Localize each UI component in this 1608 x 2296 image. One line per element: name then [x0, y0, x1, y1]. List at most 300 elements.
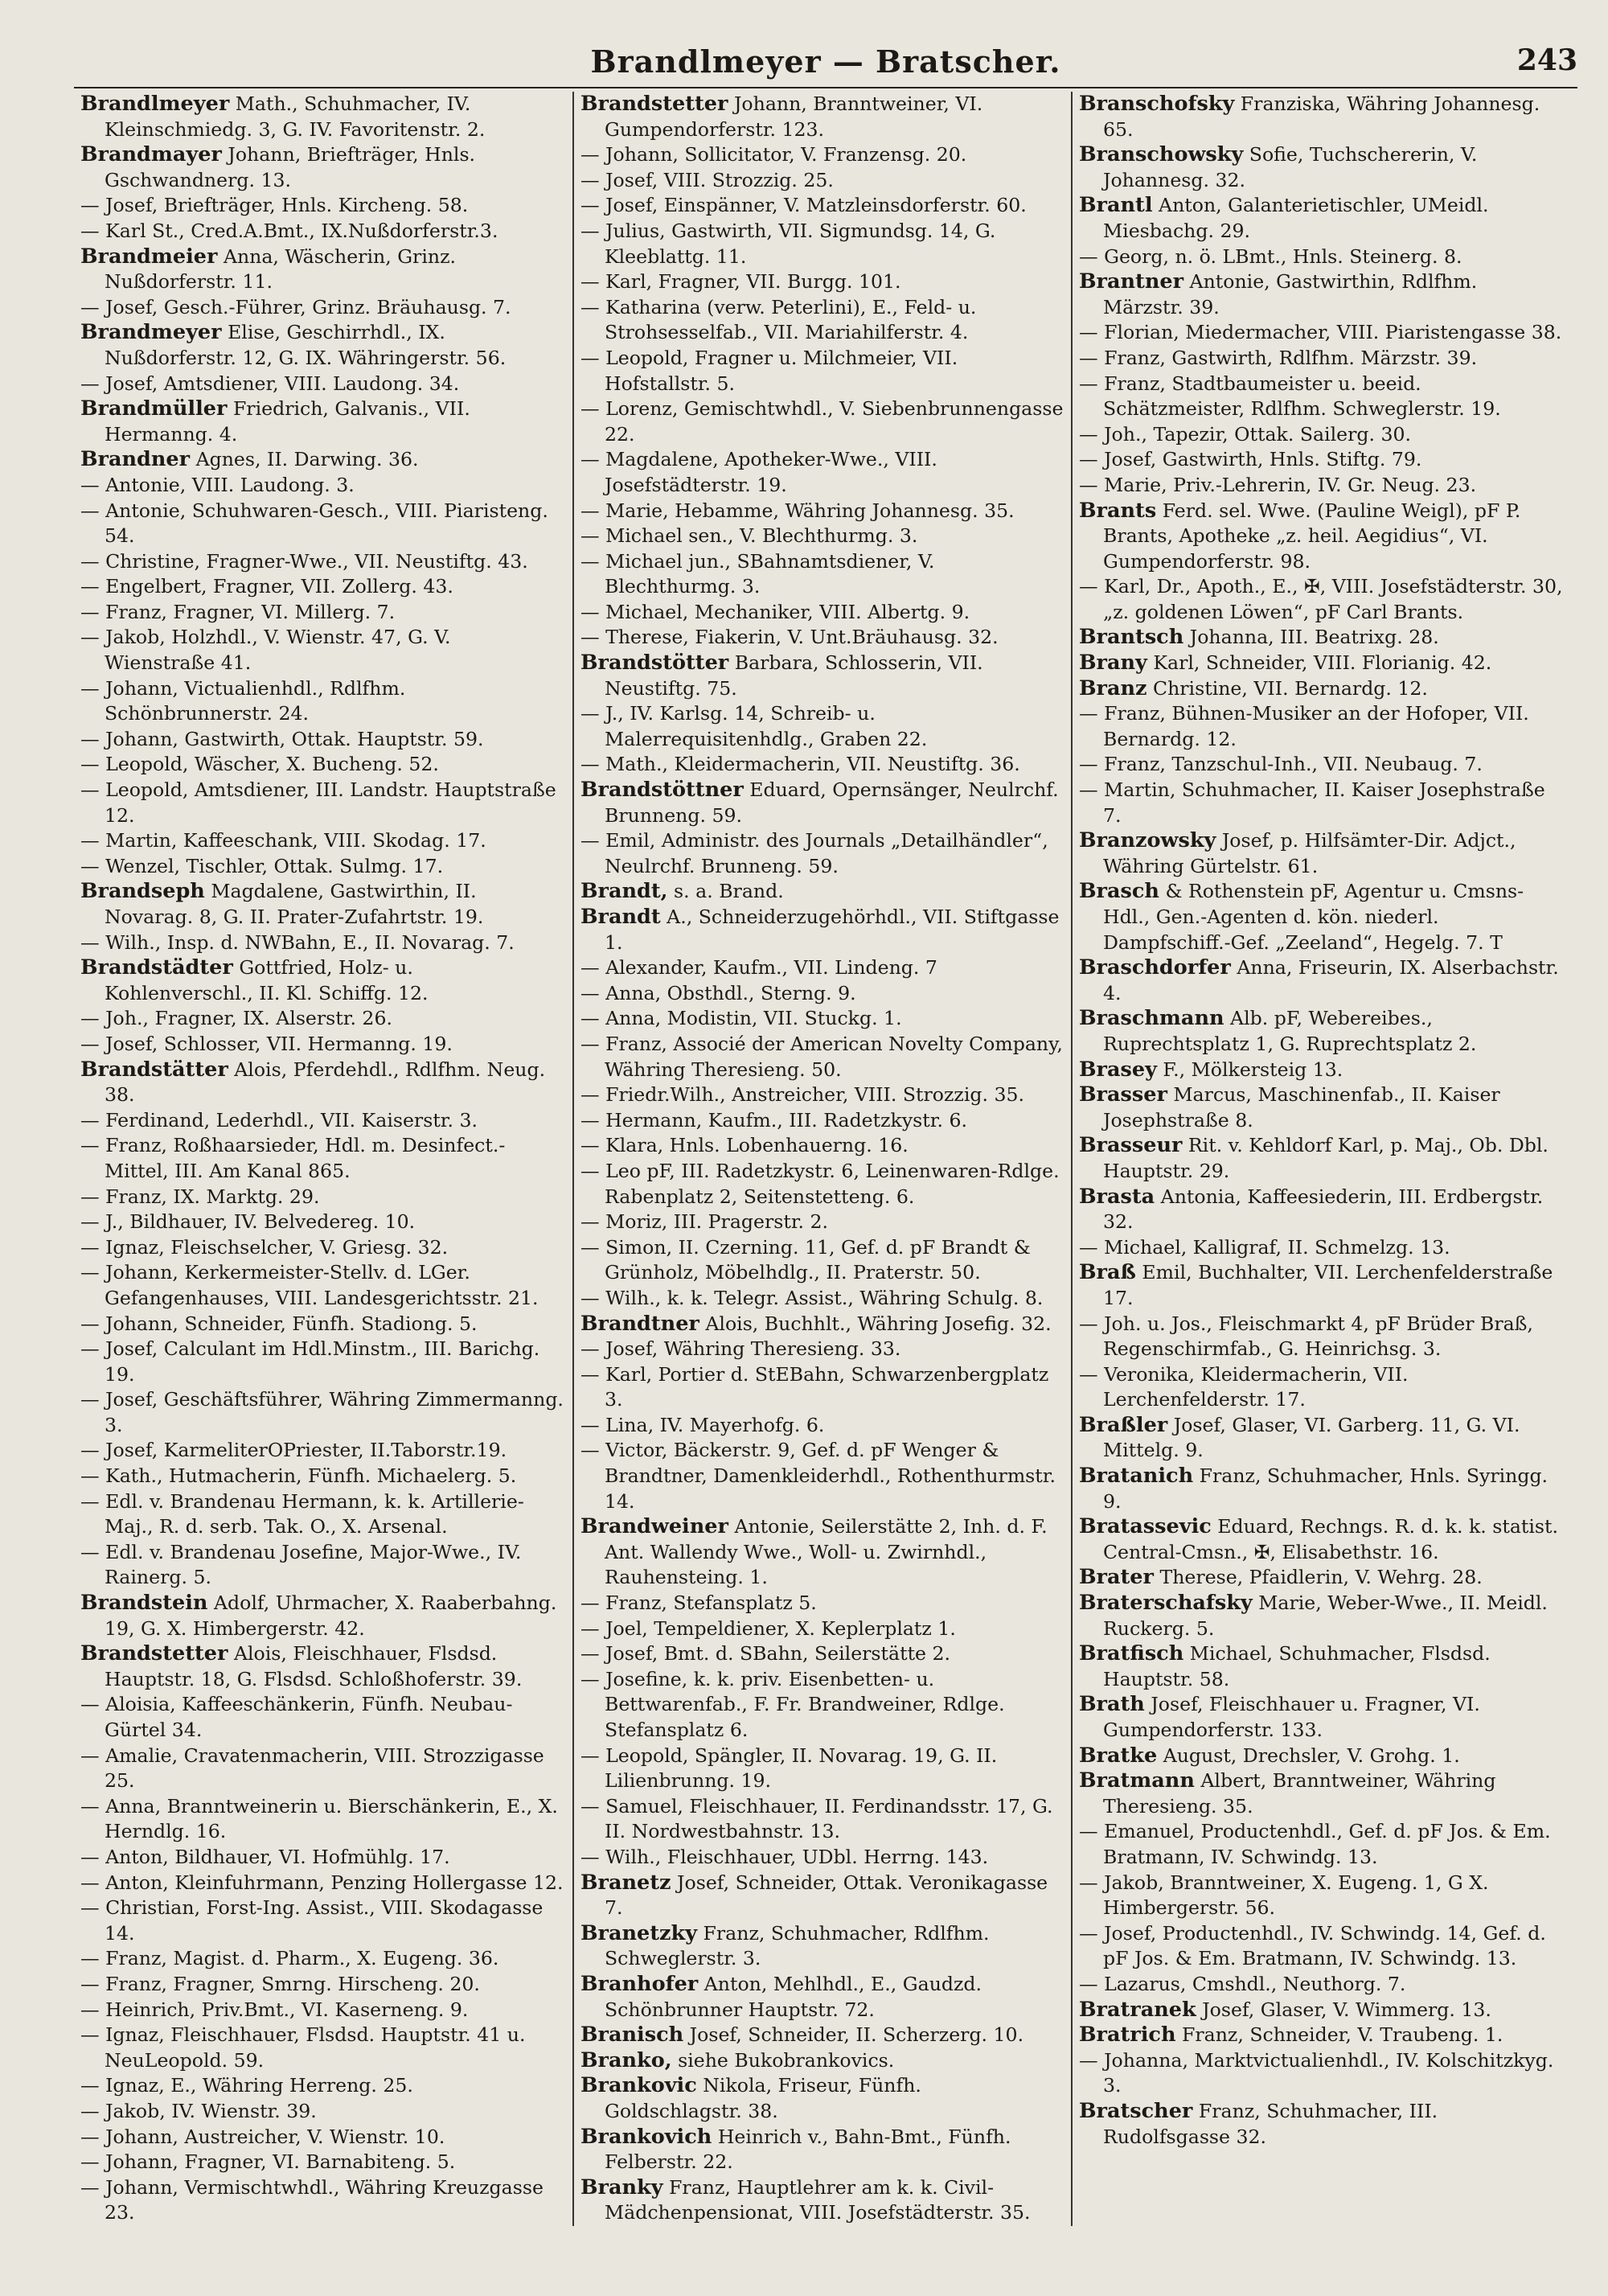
entry-details: Josef, Schneider, Ottak. Veronikagasse 7. [605, 1871, 1048, 1920]
directory-entry [80, 1896, 566, 1946]
directory-entry [80, 1260, 566, 1311]
entry-details: Michael, Schuhmacher, Flsdsd. Hauptstr. 58. [1103, 1642, 1491, 1690]
entry-details: — Josef, Währing Theresieng. 33. [580, 1337, 901, 1361]
entry-details: — Ignaz, Fleischselcher, V. Griesg. 32. [80, 1235, 449, 1259]
entry-surname: Branhofer [580, 1971, 699, 1996]
entry-details: — Georg, n. ö. LBmt., Hnls. Steinerg. 8. [1079, 244, 1462, 268]
entry-details: Marcus, Maschinenfab., II. Kaiser Josephstraße 8. [1103, 1083, 1500, 1132]
directory-entry [580, 2023, 1064, 2048]
directory-entry [1079, 1312, 1563, 1362]
directory-entry [1079, 828, 1563, 879]
directory-entry [1079, 1413, 1563, 1464]
directory-entry [580, 92, 1064, 142]
directory-entry [580, 1616, 1064, 1642]
entry-details: siehe Bukobrankovics. [678, 2048, 895, 2072]
entry-details: — Alexander, Kaufm., VII. Lindeng. 7 [580, 956, 937, 980]
entry-details: Gottfried, Holz- u. Kohlenverschl., II. Kl. Schiffg. 12. [105, 956, 429, 1004]
directory-entry [80, 1464, 566, 1489]
entry-details: — Leopold, Wäscher, X. Bucheng. 52. [80, 753, 439, 776]
directory-entry [80, 1972, 566, 1998]
directory-entry [580, 1744, 1064, 1794]
directory-entry [1079, 1362, 1563, 1413]
entry-details: — Ignaz, Fleischhauer, Flsdsd. Hauptstr. 41 u. NeuLeopold. 59. [80, 2023, 526, 2072]
directory-entry [80, 1692, 566, 1743]
entry-details: — Math., Kleidermacherin, VII. Neustiftg. 36. [580, 753, 1020, 776]
entry-details: Adolf, Uhrmacher, X. Raaberbahng. 19, G. X. Himbergerstr. 42. [105, 1592, 557, 1640]
entry-details: — Anna, Obsthdl., Sterng. 9. [580, 981, 856, 1004]
directory-entry [80, 2073, 566, 2099]
entry-details: — Engelbert, Fragner, VII. Zollerg. 43. [80, 575, 453, 598]
entry-details: Josef, Fleischhauer u. Fragner, VI. Gumpendorferstr. 133. [1103, 1693, 1480, 1741]
entry-details: — Florian, Miedermacher, VIII. Piaristengasse 38. [1079, 321, 1562, 344]
entry-surname: Branz [1079, 676, 1147, 700]
entry-details: Antonia, Kaffeesiederin, III. Erdbergstr. 32. [1103, 1185, 1544, 1234]
entry-details: — Emanuel, Productenhdl., Gef. d. pF Jos. & Em. Bratmann, IV. Schwindg. 13. [1079, 1820, 1551, 1868]
entry-surname: Brandstötter [580, 651, 729, 676]
entry-surname: Brandweiner [580, 1514, 728, 1539]
entry-details: — Marie, Hebamme, Währing Johannesg. 35. [580, 499, 1015, 522]
directory-entry [1079, 447, 1563, 473]
entry-surname: Brantsch [1079, 625, 1184, 650]
directory-entry [80, 1387, 566, 1438]
directory-entry [80, 1489, 566, 1540]
entry-details: Barbara, Schlosserin, VII. Neustiftg. 75. [605, 651, 983, 700]
entry-surname: Branisch [580, 2023, 684, 2048]
directory-entry [1079, 244, 1563, 270]
directory-entry [580, 752, 1064, 778]
entry-details: — Franz, Fragner, VI. Millerg. 7. [80, 600, 396, 623]
entry-details: — Samuel, Fleischhauer, II. Ferdinandsstr. 17, G. II. Nordwestbahnstr. 13. [580, 1794, 1053, 1843]
entry-details: — Karl, Fragner, VII. Burgg. 101. [580, 270, 901, 294]
entry-surname: Brankovic [580, 2073, 697, 2098]
directory-entry [580, 1082, 1064, 1108]
directory-entry [80, 1946, 566, 1972]
directory-column-3 [1071, 92, 1569, 2226]
entry-details: Marie, Weber-Wwe., II. Meidl. Ruckerg. 5. [1103, 1592, 1548, 1640]
entry-details: — Ignaz, E., Währing Herreng. 25. [80, 2074, 413, 2097]
directory-entry [1079, 346, 1563, 372]
entry-details: — Edl. v. Brandenau Hermann, k. k. Artillerie-Maj., R. d. serb. Tak. O., X. Arsenal. [80, 1489, 524, 1538]
directory-entry [1079, 625, 1563, 651]
entry-surname: Brantl [1079, 193, 1153, 218]
entry-details: — Simon, II. Czerning. 11, Gef. d. pF Brandt & Grünholz, Möbelhdlg., II. Praterstr. 50. [580, 1235, 1031, 1284]
directory-entry [80, 1871, 566, 1896]
directory-entry [80, 879, 566, 930]
directory-entry [580, 1514, 1064, 1591]
directory-entry [80, 1133, 566, 1184]
entry-surname: Bratanich [1079, 1464, 1194, 1489]
directory-entry [80, 1641, 566, 1692]
directory-entry [80, 752, 566, 778]
directory-entry [1079, 1565, 1563, 1591]
entry-details: — Michael, Mechaniker, VIII. Albertg. 9. [580, 600, 970, 623]
directory-entry [580, 2073, 1064, 2124]
directory-entry [1079, 1006, 1563, 1057]
directory-entry [80, 600, 566, 626]
directory-entry [80, 1337, 566, 1387]
directory-entry [580, 1312, 1064, 1337]
directory-entry [80, 955, 566, 1006]
entry-details: — Michael sen., V. Blechthurmg. 3. [580, 524, 918, 548]
directory-entry [80, 1210, 566, 1235]
entry-details: — Joh. u. Jos., Fleischmarkt 4, pF Brüder Braß, Regenschirmfab., G. Heinrichsg. 3. [1079, 1312, 1533, 1361]
directory-entry [80, 2150, 566, 2175]
entry-details: — Heinrich, Priv.Bmt., VI. Kaserneng. 9. [80, 1998, 469, 2021]
entry-details: — Josef, Schlosser, VII. Hermanng. 19. [80, 1032, 453, 1055]
directory-entry [580, 651, 1064, 701]
directory-entry [80, 1744, 566, 1794]
directory-entry [80, 1108, 566, 1134]
directory-entry [580, 499, 1064, 524]
entry-details: Franz, Schneider, V. Traubeng. 1. [1181, 2023, 1503, 2047]
entry-details: — Martin, Kaffeeschank, VIII. Skodag. 17. [80, 829, 486, 852]
directory-entry [1079, 1768, 1563, 1819]
directory-entry [1079, 651, 1563, 676]
directory-entry [80, 447, 566, 473]
entry-details: — Anna, Modistin, VII. Stuckg. 1. [580, 1007, 902, 1030]
entry-details: Alb. pF, Webereibes., Ruprechtsplatz 1, G. Ruprechtsplatz 2. [1103, 1007, 1477, 1055]
directory-entry [1079, 701, 1563, 752]
entry-surname: Bratassevic [1079, 1514, 1212, 1539]
directory-entry [580, 1032, 1064, 1082]
directory-entry [580, 1921, 1064, 1972]
entry-details: — Wilh., k. k. Telegr. Assist., Währing Schulg. 8. [580, 1286, 1044, 1309]
entry-details: — Joel, Tempeldiener, X. Keplerplatz 1. [580, 1616, 956, 1640]
directory-entry [80, 1591, 566, 1641]
directory-entry [1079, 499, 1563, 575]
directory-entry [1079, 1972, 1563, 1998]
entry-details: — Karl, Dr., Apoth., E., ✠, VIII. Josefstädterstr. 30, „z. goldenen Löwen“, pF Carl Brants. [1079, 575, 1563, 623]
directory-entry [1079, 92, 1563, 142]
entry-details: Josef, p. Hilfsämter-Dir. Adjct., Währing Gürtelstr. 61. [1103, 829, 1516, 877]
entry-details: Josef, Schneider, II. Scherzerg. 10. [689, 2023, 1024, 2047]
entry-details: — Antonie, Schuhwaren-Gesch., VIII. Piaristeng. 54. [80, 499, 548, 548]
entry-details: — Victor, Bäckerstr. 9, Gef. d. pF Wenger & Brandtner, Damenkleiderhdl., Rothenthurmstr. 14. [580, 1439, 1056, 1513]
entry-details: — Hermann, Kaufm., III. Radetzkystr. 6. [580, 1108, 967, 1132]
directory-entry [580, 1006, 1064, 1032]
directory-entry [1079, 320, 1563, 346]
entry-details: — Karl St., Cred.A.Bmt., IX.Nußdorferstr.3. [80, 219, 498, 242]
entry-details: — Josef, Geschäftsführer, Währing Zimmermanng. 3. [80, 1388, 564, 1436]
entry-details: — Franz, Associé der American Novelty Company, Währing Theresieng. 50. [580, 1032, 1063, 1081]
directory-entry [1079, 1260, 1563, 1311]
entry-details: Franz, Schuhmacher, Rdlfhm. Schweglerstr. 3. [605, 1921, 990, 1970]
entry-details: Anton, Mehlhdl., E., Gaudzd. Schönbrunner Hauptstr. 72. [605, 1972, 982, 2021]
entry-surname: Branschowsky [1079, 142, 1244, 167]
directory-entry [580, 193, 1064, 219]
entry-details: — Franz, Roßhaarsieder, Hdl. m. Desinfect.-Mittel, III. Am Kanal 865. [80, 1134, 506, 1182]
entry-surname: Brasta [1079, 1184, 1155, 1209]
entry-details: — Aloisia, Kaffeeschänkerin, Fünfh. Neubau-Gürtel 34. [80, 1693, 513, 1741]
directory-entry [580, 1871, 1064, 1921]
entry-details: Karl, Schneider, VIII. Florianig. 42. [1153, 651, 1492, 675]
directory-entry [1079, 1921, 1563, 1972]
directory-entry [580, 600, 1064, 626]
entry-details: Elise, Geschirrhdl., IX. Nußdorferstr. 12, G. IX. Währingerstr. 56. [105, 321, 507, 369]
entry-details: — Josef, Amtsdiener, VIII. Laudong. 34. [80, 372, 460, 395]
entry-details: — Wilh., Insp. d. NWBahn, E., II. Novarag. 7. [80, 930, 515, 954]
directory-entry [80, 320, 566, 371]
entry-surname: Branzowsky [1079, 828, 1216, 853]
entry-surname: Branetz [580, 1870, 671, 1895]
directory-entry [80, 244, 566, 295]
entry-details: — Anton, Kleinfuhrmann, Penzing Hollergasse 12. [80, 1871, 564, 1894]
entry-details: Alois, Pferdehdl., Rdlfhm. Neug. 38. [105, 1058, 546, 1107]
entry-surname: Brandmüller [80, 396, 228, 421]
entry-details: — Katharina (verw. Peterlini), E., Feld- u. Strohsesselfab., VII. Mariahilferstr. 4. [580, 295, 977, 344]
directory-entry [1079, 574, 1563, 625]
directory-entry [80, 2125, 566, 2150]
entry-details: — Klara, Hnls. Lobenhauerng. 16. [580, 1134, 909, 1157]
entry-surname: Braschdorfer [1079, 955, 1231, 980]
entry-details: — Franz, Tanzschul-Inh., VII. Neubaug. 7. [1079, 753, 1483, 776]
entry-details: — Therese, Fiakerin, V. Unt.Bräuhausg. 32. [580, 626, 999, 649]
entry-surname: Brandlmeyer [80, 92, 230, 116]
entry-details: — Johann, Vermischtwhdl., Währing Kreuzgasse 23. [80, 2175, 544, 2224]
directory-entry [1079, 1058, 1563, 1083]
entry-surname: Brandstädter [80, 955, 233, 980]
directory-entry [580, 1438, 1064, 1514]
entry-surname: Branky [580, 2175, 663, 2199]
entry-surname: Brandseph [80, 879, 205, 904]
entry-surname: Brandtner [580, 1311, 699, 1336]
entry-surname: Braschmann [1079, 1006, 1224, 1031]
entry-details: — Moriz, III. Pragerstr. 2. [580, 1210, 829, 1234]
entry-details: Antonie, Seilerstätte 2, Inh. d. F. Ant. Wallendy Wwe., Woll- u. Zwirnhdl., Rauhensteing. 1. [605, 1515, 1048, 1589]
entry-details: — Josef, Briefträger, Hnls. Kircheng. 58. [80, 194, 469, 217]
directory-entry [580, 1641, 1064, 1667]
directory-entry [80, 396, 566, 447]
entry-details: Alois, Fleischhauer, Flsdsd. Hauptstr. 18, G. Flsdsd. Schloßhoferstr. 39. [105, 1642, 523, 1690]
entry-surname: Branschofsky [1079, 92, 1235, 116]
entry-details: Josef, Glaser, VI. Garberg. 11, G. VI. Mittelg. 9. [1103, 1413, 1520, 1462]
directory-entry [580, 1362, 1064, 1413]
entry-details: — Josef, VIII. Strozzig. 25. [580, 168, 834, 191]
entry-surname: Bratfisch [1079, 1641, 1184, 1666]
entry-details: F., Mölkersteig 13. [1163, 1058, 1343, 1081]
directory-entry [1079, 2023, 1563, 2048]
directory-entry [1079, 752, 1563, 778]
entry-details: Albert, Branntweiner, Währing Theresieng. 35. [1103, 1769, 1496, 1817]
directory-entry [80, 1845, 566, 1871]
directory-entry [80, 676, 566, 727]
entry-details: — Wilh., Fleischhauer, UDbl. Herrng. 143. [580, 1845, 989, 1868]
directory-entry [80, 854, 566, 880]
directory-entry [580, 2125, 1064, 2175]
directory-entry [1079, 1692, 1563, 1743]
entry-details: — Josef, Gesch.-Führer, Grinz. Bräuhausg. 7. [80, 295, 511, 318]
entry-surname: Brandstein [80, 1591, 208, 1616]
entry-details: — Leopold, Fragner u. Milchmeier, VII. Hofstallstr. 5. [580, 346, 958, 395]
directory-entry [80, 1185, 566, 1210]
directory-entry [580, 346, 1064, 396]
directory-entry [1079, 1464, 1563, 1514]
directory-entry [80, 1438, 566, 1464]
entry-details: Eduard, Rechngs. R. d. k. k. statist. Central-Cmsn., ✠, Elisabethstr. 16. [1103, 1515, 1559, 1563]
directory-entry [80, 1006, 566, 1032]
directory-entry [1079, 1998, 1563, 2023]
entry-details: Johanna, III. Beatrixg. 28. [1189, 626, 1439, 649]
directory-entry [80, 142, 566, 193]
directory-entry [1079, 193, 1563, 244]
entry-details: Antonie, Gastwirthin, Rdlfhm. Märzstr. 39. [1103, 270, 1478, 318]
directory-entry [580, 905, 1064, 955]
entry-details: — Josef, Einspänner, V. Matzleinsdorferstr. 60. [580, 194, 1027, 217]
directory-entry [80, 1998, 566, 2023]
entry-details: Franz, Schuhmacher, Hnls. Syringg. 9. [1103, 1464, 1549, 1513]
entry-details: — Johann, Gastwirth, Ottak. Hauptstr. 59. [80, 727, 484, 750]
entry-surname: Brankovich [580, 2124, 712, 2149]
entry-surname: Bratrich [1079, 2023, 1176, 2048]
directory-entry [580, 295, 1064, 346]
directory-entry [580, 1972, 1064, 2023]
directory-entry [80, 219, 566, 244]
entry-details: — Josef, Calculant im Hdl.Minstm., III. Barichg. 19. [80, 1337, 540, 1386]
entry-details: — Josefine, k. k. priv. Eisenbetten- u. Bettwarenfab., F. Fr. Brandweiner, Rdlge. Stefansplatz 6. [580, 1667, 1005, 1741]
entry-surname: Brasser [1079, 1082, 1167, 1107]
entry-details: — Johann, Kerkermeister-Stellv. d. LGer. Gefangenhauses, VIII. Landesgerichtsstr. 21. [80, 1261, 539, 1309]
directory-entry [580, 168, 1064, 194]
entry-details: Nikola, Friseur, Fünfh. Goldschlagstr. 38. [605, 2074, 921, 2122]
entry-surname: Brandmeyer [80, 320, 222, 345]
directory-entry [80, 92, 566, 142]
entry-details: — Edl. v. Brandenau Josefine, Major-Wwe., IV. Rainerg. 5. [80, 1540, 522, 1589]
directory-entry [1079, 1744, 1563, 1769]
entry-details: — Anton, Bildhauer, VI. Hofmühlg. 17. [80, 1845, 450, 1868]
entry-details: — Lorenz, Gemischtwhdl., V. Siebenbrunnengasse 22. [580, 397, 1064, 446]
entry-details: Alois, Buchhlt., Währing Josefig. 32. [705, 1312, 1052, 1335]
entry-details: A., Schneiderzugehörhdl., VII. Stiftgasse 1. [605, 906, 1060, 954]
entry-surname: Braterschafsky [1079, 1591, 1253, 1616]
entry-surname: Brater [1079, 1565, 1154, 1590]
entry-details: Anton, Galanterietischler, UMeidl. Miesbachg. 29. [1103, 194, 1489, 242]
entry-surname: Branko, [580, 2048, 672, 2072]
entry-details: — Christian, Forst-Ing. Assist., VIII. Skodagasse 14. [80, 1896, 544, 1945]
directory-entry [1079, 676, 1563, 702]
entry-details: — Michael, Kalligraf, II. Schmelzg. 13. [1079, 1235, 1450, 1259]
entry-details: — Amalie, Cravatenmacherin, VIII. Strozzigasse 25. [80, 1744, 544, 1793]
entry-details: — Martin, Schuhmacher, II. Kaiser Josephstraße 7. [1079, 778, 1545, 827]
directory-entry [80, 295, 566, 321]
entry-details: — Leo pF, III. Radetzkystr. 6, Leinenwaren-Rdlge. Rabenplatz 2, Seitenstetteng. 6. [580, 1159, 1060, 1208]
entry-surname: Brantner [1079, 269, 1184, 294]
entry-details: — Michael jun., SBahnamtsdiener, V. Blechthurmg. 3. [580, 549, 935, 598]
directory-entry [580, 2175, 1064, 2226]
entry-details: — Joh., Fragner, IX. Alserstr. 26. [80, 1007, 392, 1030]
entry-details: — Antonie, VIII. Laudong. 3. [80, 473, 355, 496]
page-title: Brandlmeyer — Bratscher. [590, 43, 1061, 80]
entry-surname: Braßler [1079, 1412, 1168, 1437]
entry-details: Franz, Schuhmacher, III. Rudolfsgasse 32. [1103, 2099, 1438, 2148]
entry-details: Anna, Friseurin, IX. Alserbachstr. 4. [1103, 956, 1559, 1004]
directory-entry [580, 1845, 1064, 1871]
entry-details: — Ferdinand, Lederhdl., VII. Kaiserstr. 3. [80, 1108, 478, 1132]
directory-entry [1079, 1235, 1563, 1261]
entry-details: Emil, Buchhalter, VII. Lerchenfelderstraße 17. [1103, 1261, 1553, 1309]
entry-details: — Leopold, Spängler, II. Novarag. 19, G. II. Lilienbrunng. 19. [580, 1744, 998, 1793]
directory-entry [80, 1235, 566, 1261]
entry-details: — Karl, Portier d. StEBahn, Schwarzenbergplatz 3. [580, 1362, 1049, 1411]
directory-entry [580, 981, 1064, 1007]
directory-entry [580, 1210, 1064, 1235]
directory-entry [1079, 1514, 1563, 1565]
entry-details: — Anna, Branntweinerin u. Bierschänkerin, E., X. Herndlg. 16. [80, 1794, 558, 1843]
entry-details: — Franz, Gastwirth, Rdlfhm. Märzstr. 39. [1079, 346, 1478, 369]
entry-details: — Veronika, Kleidermacherin, VII. Lerchenfelderstr. 17. [1079, 1362, 1409, 1411]
directory-entry [580, 1235, 1064, 1286]
directory-entry [80, 1794, 566, 1845]
directory-entry [580, 778, 1064, 828]
directory-entry [580, 142, 1064, 168]
entry-surname: Brasch [1079, 879, 1159, 904]
directory-entry [1079, 2048, 1563, 2099]
entry-details: — Lina, IV. Mayerhofg. 6. [580, 1413, 825, 1436]
directory-column-2 [572, 92, 1071, 2226]
directory-entry [1079, 1591, 1563, 1641]
entry-details: — Lazarus, Cmshdl., Neuthorg. 7. [1079, 1972, 1406, 1995]
entry-surname: Bratmann [1079, 1768, 1195, 1793]
directory-entry [580, 828, 1064, 879]
entry-surname: Brants [1079, 498, 1157, 523]
directory-entry [80, 473, 566, 499]
entry-details: Sofie, Tuchschererin, V. Johannesg. 32. [1103, 143, 1478, 191]
directory-entry [580, 1413, 1064, 1439]
directory-entry [1079, 955, 1563, 1006]
entry-details: — Jakob, IV. Wienstr. 39. [80, 2099, 317, 2122]
entry-surname: Brandmeier [80, 244, 218, 269]
directory-entry [1079, 1185, 1563, 1235]
directory-entry [580, 1794, 1064, 1845]
entry-surname: Brandstätter [80, 1057, 228, 1082]
directory-entry [1079, 473, 1563, 499]
directory-entry [80, 727, 566, 753]
entry-surname: Bratscher [1079, 2098, 1193, 2123]
entry-details: — Jakob, Branntweiner, X. Eugeng. 1, G X. Himbergerstr. 56. [1079, 1871, 1489, 1920]
directory-entry [580, 1108, 1064, 1134]
directory-entry [1079, 879, 1563, 955]
entry-details: — Johann, Victualienhdl., Rdlfhm. Schönbrunnerstr. 24. [80, 676, 406, 725]
entry-surname: Brasseur [1079, 1133, 1183, 1158]
entry-details: — J., Bildhauer, IV. Belvedereg. 10. [80, 1210, 416, 1234]
entry-details: — Franz, Stadtbaumeister u. beeid. Schätzmeister, Rdlfhm. Schweglerstr. 19. [1079, 372, 1501, 421]
directory-entry [1079, 142, 1563, 193]
directory-entry [80, 1312, 566, 1337]
directory-entry [580, 219, 1064, 269]
entry-details: — Joh., Tapezir, Ottak. Sailerg. 30. [1079, 422, 1412, 446]
entry-details: Anna, Wäscherin, Grinz. Nußdorferstr. 11. [105, 244, 456, 294]
entry-details: — Julius, Gastwirth, VII. Sigmundsg. 14, G. Kleeblattg. 11. [580, 219, 996, 268]
directory-entry [580, 1133, 1064, 1159]
directory-entry [580, 524, 1064, 549]
entry-details: — Johann, Schneider, Fünfh. Stadiong. 5. [80, 1312, 478, 1335]
directory-entry [80, 1540, 566, 1591]
entry-details: Agnes, II. Darwing. 36. [195, 448, 419, 471]
entry-columns [74, 92, 1577, 2226]
directory-column-1 [74, 92, 572, 2226]
entry-surname: Bratke [1079, 1743, 1158, 1768]
entry-details: — Emil, Administr. des Journals „Detailhändler“, Neulrchf. Brunneng. 59. [580, 829, 1048, 877]
entry-details: — Johann, Sollicitator, V. Franzensg. 20. [580, 143, 967, 166]
directory-entry [1079, 372, 1563, 422]
entry-details: Johann, Branntweiner, VI. Gumpendorferstr. 123. [605, 92, 983, 141]
directory-entry [1079, 778, 1563, 828]
directory-entry [1079, 2099, 1563, 2150]
entry-details: — Johann, Fragner, VI. Barnabiteng. 5. [80, 2150, 456, 2174]
entry-surname: Brasey [1079, 1057, 1157, 1082]
directory-entry [580, 269, 1064, 295]
directory-entry [580, 1337, 1064, 1362]
entry-details: — Marie, Priv.-Lehrerin, IV. Gr. Neug. 23. [1079, 473, 1477, 496]
